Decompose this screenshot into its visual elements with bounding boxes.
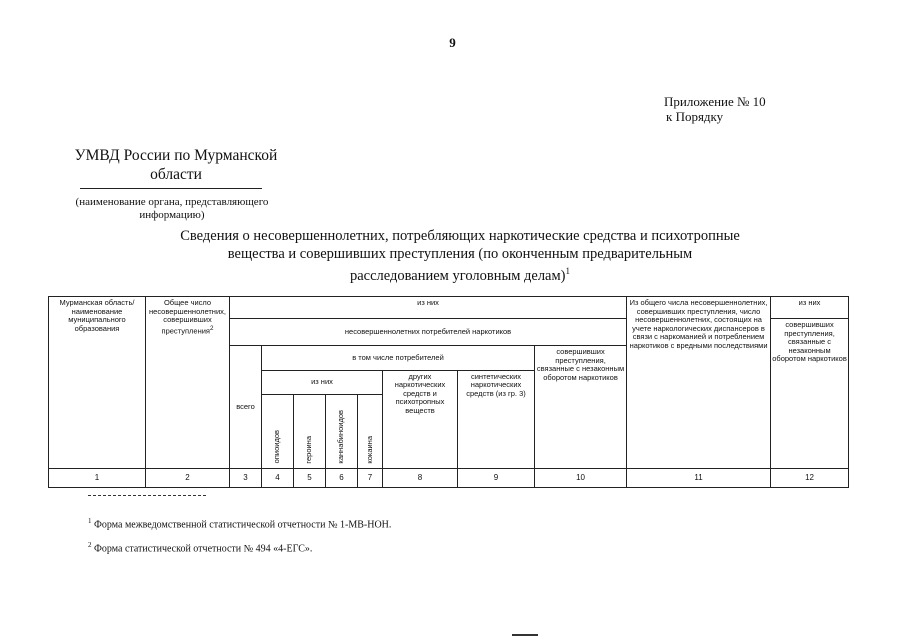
- header-opioids: опиоидов: [262, 395, 294, 469]
- appendix-line1: Приложение № 10: [664, 94, 766, 109]
- footnote-separator: [88, 495, 206, 496]
- header-cocaine: кокаина: [358, 395, 383, 469]
- header-other-substances: других наркотических средств и психотропных веществ: [383, 370, 458, 468]
- organization-caption: (наименование органа, представляющего информацию): [75, 196, 269, 221]
- header-minor-drug-users: несовершеннолетних потребителей наркотиков: [230, 319, 627, 346]
- header-including: в том числе потребителей: [262, 346, 535, 371]
- organization-name: УМВД России по Мурманской области: [74, 147, 278, 183]
- column-number: 12: [771, 468, 849, 487]
- footnote-1: $^1$ Форма межведомственной статистической отчетности № 1-МВ-НОН.: [88, 517, 392, 531]
- header-all: всего: [230, 346, 262, 469]
- column-number: 6: [326, 468, 358, 487]
- header-synthetic: синтетических наркотических средств (из гр. 3): [458, 370, 535, 468]
- appendix-block: [664, 94, 766, 124]
- header-region: Мурманская область/наименование муниципального образования: [49, 297, 146, 469]
- document-title-text: Сведения о несовершеннолетних, потребляющих наркотические средства и психотропные вещества и совершивших преступления (по оконченным предварительным расследованием уголовным делам): [180, 228, 740, 284]
- column-number: 5: [294, 468, 326, 487]
- header-heroin: героина: [294, 395, 326, 469]
- organization-underline: [80, 188, 262, 189]
- column-number: 9: [458, 468, 535, 487]
- column-number: 11: [627, 468, 771, 487]
- appendix-line2: к Порядку: [666, 109, 724, 124]
- header-drug-crimes-last: совершивших преступления, связанные с незаконным оборотом наркотиков: [771, 319, 849, 469]
- column-number: 10: [535, 468, 627, 487]
- document-title: [180, 228, 740, 285]
- column-number: 3: [230, 468, 262, 487]
- page-edge-mark: [512, 634, 538, 636]
- statistics-table: [48, 296, 849, 488]
- header-of-them-sub: из них: [262, 370, 383, 395]
- header-drug-crimes: совершивших преступления, связанные с незаконным оборотом наркотиков: [535, 346, 627, 469]
- footnote-2: $^2$ Форма статистической отчетности № 494 «4-ЕГС».: [88, 541, 313, 555]
- column-number: 4: [262, 468, 294, 487]
- header-of-them-last: из них: [771, 297, 849, 319]
- page-number: 9: [449, 35, 456, 50]
- header-cannabinoids: каннабиноидов: [326, 395, 358, 469]
- header-total-offenders: Общее число несовершеннолетних, совершивших преступления$^2$: [146, 297, 230, 469]
- column-number: 8: [383, 468, 458, 487]
- column-number: 7: [358, 468, 383, 487]
- column-number: 2: [146, 468, 230, 487]
- header-registered: Из общего числа несовершеннолетних, совершивших преступления, число несовершеннолетних, состоящих на учете наркологических диспансеров в связи с наркоманией и потреблением наркотиков с вредными последствиями: [627, 297, 771, 469]
- column-number: 1: [49, 468, 146, 487]
- header-of-them: из них: [230, 297, 627, 319]
- title-footnote-mark: 1: [565, 266, 571, 276]
